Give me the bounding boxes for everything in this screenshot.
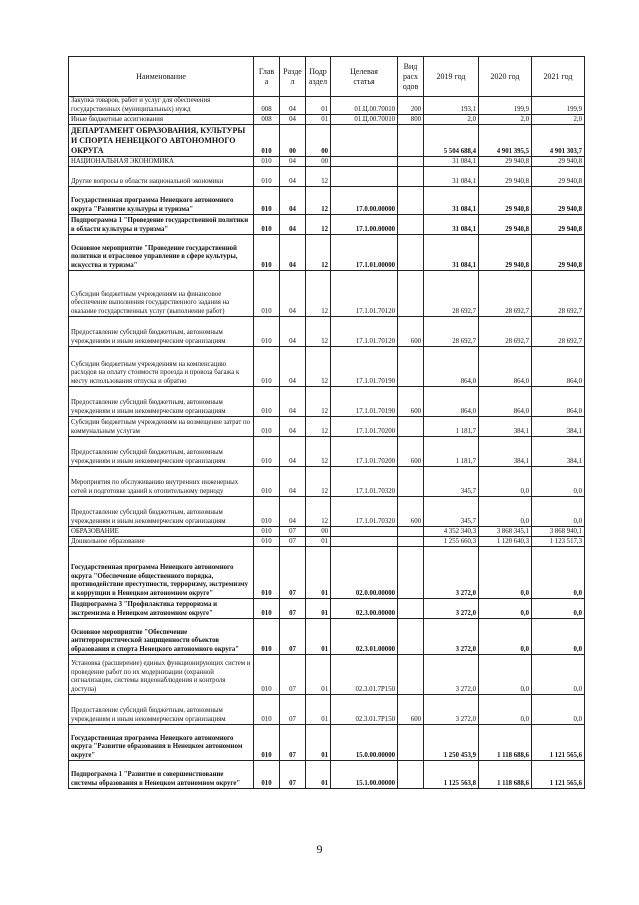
row-celevaya-statya: 02.3.01.00000 — [331, 619, 398, 655]
row-vid-rashodov: 800 — [398, 115, 424, 125]
table-row — [69, 235, 585, 271]
row-glava: 010 — [254, 235, 280, 271]
row-2021: 0,0 — [532, 467, 585, 497]
row-vid-rashodov — [398, 725, 424, 761]
row-glava: 010 — [254, 655, 280, 695]
row-2020: 0,0 — [479, 467, 532, 497]
row-glava: 010 — [254, 317, 280, 347]
row-2019: 1 255 660,3 — [424, 537, 479, 547]
row-vid-rashodov — [398, 187, 424, 215]
row-2020: 29 940,8 — [479, 215, 532, 235]
row-name: Субсидии бюджетным учреждениям на компенсацию расходов на оплату стоимости проезда и провоза багажа к месту использования отпуска и обратно — [69, 347, 254, 387]
row-podrazdel: 01 — [306, 115, 331, 125]
row-razdel: 04 — [280, 347, 306, 387]
row-podrazdel: 00 — [306, 157, 331, 167]
row-2020: 29 940,8 — [479, 187, 532, 215]
row-2020: 0,0 — [479, 547, 532, 599]
table-row — [69, 725, 585, 761]
row-2020: 1 120 640,3 — [479, 537, 532, 547]
row-podrazdel: 12 — [306, 387, 331, 417]
page-number: 9 — [316, 842, 323, 856]
row-glava: 010 — [254, 695, 280, 725]
row-glava: 010 — [254, 527, 280, 537]
row-2020: 864,0 — [479, 387, 532, 417]
row-2019: 864,0 — [424, 387, 479, 417]
row-2020: 1 118 688,6 — [479, 725, 532, 761]
row-2020: 4 901 395,5 — [479, 125, 532, 157]
row-glava: 010 — [254, 725, 280, 761]
row-2020: 0,0 — [479, 619, 532, 655]
row-2020: 0,0 — [479, 599, 532, 619]
row-razdel: 04 — [280, 417, 306, 437]
row-glava: 010 — [254, 619, 280, 655]
row-podrazdel: 12 — [306, 497, 331, 527]
row-celevaya-statya: 17.1.01.70190 — [331, 387, 398, 417]
row-name: Предоставление субсидий бюджетным, автономным учреждениям и иным некоммерческим организациям — [69, 497, 254, 527]
row-glava: 010 — [254, 761, 280, 789]
row-glava: 010 — [254, 467, 280, 497]
row-2020: 29 940,8 — [479, 235, 532, 271]
row-podrazdel: 01 — [306, 537, 331, 547]
row-name: Предоставление субсидий бюджетным, автономным учреждениям и иным некоммерческим организациям — [69, 317, 254, 347]
row-celevaya-statya: 02.3.01.7P150 — [331, 655, 398, 695]
header-podrazdel: Подр аздел — [306, 57, 331, 97]
row-2019: 31 084,1 — [424, 235, 479, 271]
row-2019: 31 084,1 — [424, 167, 479, 187]
row-glava: 010 — [254, 417, 280, 437]
row-vid-rashodov: 600 — [398, 437, 424, 467]
row-2020: 29 940,8 — [479, 157, 532, 167]
row-vid-rashodov — [398, 527, 424, 537]
row-podrazdel: 12 — [306, 271, 331, 317]
row-name: НАЦИОНАЛЬНАЯ ЭКОНОМИКА — [69, 157, 254, 167]
row-podrazdel: 01 — [306, 725, 331, 761]
row-razdel: 04 — [280, 467, 306, 497]
row-vid-rashodov — [398, 619, 424, 655]
row-2019: 4 352 340,3 — [424, 527, 479, 537]
row-celevaya-statya: 17.1.01.70200 — [331, 417, 398, 437]
header-celevaya-statya: Целевая статья — [331, 57, 398, 97]
row-2020: 0,0 — [479, 655, 532, 695]
row-2020: 864,0 — [479, 347, 532, 387]
row-celevaya-statya: 15.1.00.00000 — [331, 761, 398, 789]
row-vid-rashodov: 600 — [398, 387, 424, 417]
row-name: Субсидии бюджетным учреждениям на возмещение затрат по коммунальным услугам — [69, 417, 254, 437]
row-name: Подпрограмма 1 "Проведение государственной политики в области культуры и туризма" — [69, 215, 254, 235]
row-2019: 1 250 453,9 — [424, 725, 479, 761]
table-row — [69, 527, 585, 537]
row-celevaya-statya: 15.0.00.00000 — [331, 725, 398, 761]
row-glava: 010 — [254, 547, 280, 599]
row-2021: 1 123 517,3 — [532, 537, 585, 547]
table-row — [69, 417, 585, 437]
table-row — [69, 97, 585, 115]
table-row — [69, 271, 585, 317]
table-row — [69, 547, 585, 599]
row-2021: 29 940,8 — [532, 215, 585, 235]
row-razdel: 07 — [280, 537, 306, 547]
row-name: Иные бюджетные ассигнования — [69, 115, 254, 125]
row-2021: 3 868 940,1 — [532, 527, 585, 537]
row-name: ОБРАЗОВАНИЕ — [69, 527, 254, 537]
header-row — [69, 57, 585, 97]
row-2019: 3 272,0 — [424, 547, 479, 599]
row-name: Дошкольное образование — [69, 537, 254, 547]
row-vid-rashodov — [398, 347, 424, 387]
row-2021: 384,1 — [532, 437, 585, 467]
row-2021: 0,0 — [532, 619, 585, 655]
row-name: Другие вопросы в области национальной экономики — [69, 167, 254, 187]
row-glava: 008 — [254, 115, 280, 125]
row-celevaya-statya: 17.1.01.70200 — [331, 437, 398, 467]
row-podrazdel: 12 — [306, 417, 331, 437]
table-row — [69, 497, 585, 527]
row-celevaya-statya — [331, 537, 398, 547]
row-2019: 31 084,1 — [424, 187, 479, 215]
row-razdel: 07 — [280, 761, 306, 789]
row-razdel: 04 — [280, 271, 306, 317]
table-row — [69, 761, 585, 789]
row-2019: 345,7 — [424, 497, 479, 527]
row-vid-rashodov — [398, 235, 424, 271]
row-name: Государственная программа Ненецкого автономного округа "Развитие образования в Ненецком автономном округе" — [69, 725, 254, 761]
row-razdel: 04 — [280, 497, 306, 527]
table-body — [69, 97, 585, 789]
row-2021: 0,0 — [532, 547, 585, 599]
row-podrazdel: 12 — [306, 187, 331, 215]
row-2020: 29 940,8 — [479, 167, 532, 187]
row-2019: 1 181,7 — [424, 417, 479, 437]
row-podrazdel: 01 — [306, 547, 331, 599]
header-2019: 2019 год — [424, 57, 479, 97]
row-celevaya-statya: 17.1.01.70190 — [331, 347, 398, 387]
header-2021: 2021 год — [532, 57, 585, 97]
row-razdel: 07 — [280, 527, 306, 537]
table-row — [69, 655, 585, 695]
row-2021: 1 121 565,6 — [532, 725, 585, 761]
row-vid-rashodov — [398, 125, 424, 157]
row-name: Установка (расширение) единых функционирующих систем и проведение работ по их модернизации (охранной сигнализации, системы видеонаблюдения и контроля доступа) — [69, 655, 254, 695]
row-podrazdel: 12 — [306, 347, 331, 387]
row-name: Подпрограмма 3 "Профилактика терроризма и экстремизма в Ненецком автономном округе" — [69, 599, 254, 619]
budget-sheet — [68, 56, 584, 789]
row-podrazdel: 01 — [306, 599, 331, 619]
row-glava: 010 — [254, 187, 280, 215]
row-glava: 010 — [254, 347, 280, 387]
row-razdel: 00 — [280, 125, 306, 157]
row-celevaya-statya: 17.0.00.00000 — [331, 187, 398, 215]
row-2019: 193,1 — [424, 97, 479, 115]
row-2021: 29 940,8 — [532, 157, 585, 167]
row-celevaya-statya: 17.1.01.70120 — [331, 317, 398, 347]
row-razdel: 04 — [280, 97, 306, 115]
row-vid-rashodov — [398, 157, 424, 167]
row-vid-rashodov — [398, 467, 424, 497]
row-name: Мероприятия по обслуживанию внутренних инженерных сетей и подготовке зданий к отопительному периоду — [69, 467, 254, 497]
row-podrazdel: 12 — [306, 317, 331, 347]
row-2021: 384,1 — [532, 417, 585, 437]
table-row — [69, 167, 585, 187]
row-2020: 0,0 — [479, 695, 532, 725]
row-podrazdel: 12 — [306, 235, 331, 271]
row-2019: 31 084,1 — [424, 157, 479, 167]
row-glava: 010 — [254, 537, 280, 547]
row-2021: 0,0 — [532, 599, 585, 619]
row-podrazdel: 12 — [306, 167, 331, 187]
table-row — [69, 187, 585, 215]
row-2021: 29 940,8 — [532, 235, 585, 271]
row-name: Государственная программа Ненецкого автономного округа "Обеспечение общественного порядка, противодействие преступности, терроризму, экстремизму и коррупции в Ненецком автономном округе" — [69, 547, 254, 599]
row-2019: 31 084,1 — [424, 215, 479, 235]
row-glava: 010 — [254, 271, 280, 317]
table-row — [69, 317, 585, 347]
row-2020: 0,0 — [479, 497, 532, 527]
row-razdel: 07 — [280, 547, 306, 599]
row-name: Государственная программа Ненецкого автономного округа "Развитие культуры и туризма" — [69, 187, 254, 215]
row-celevaya-statya: 17.1.01.00000 — [331, 235, 398, 271]
row-2020: 2,0 — [479, 115, 532, 125]
row-glava: 010 — [254, 167, 280, 187]
table-row — [69, 387, 585, 417]
row-2020: 3 868 345,1 — [479, 527, 532, 537]
row-podrazdel: 12 — [306, 437, 331, 467]
row-vid-rashodov — [398, 215, 424, 235]
row-celevaya-statya — [331, 157, 398, 167]
row-vid-rashodov — [398, 271, 424, 317]
header-name: Наименование — [69, 57, 254, 97]
row-vid-rashodov — [398, 167, 424, 187]
row-name: Предоставление субсидий бюджетным, автономным учреждениям и иным некоммерческим организациям — [69, 695, 254, 725]
row-glava: 010 — [254, 437, 280, 467]
row-2021: 28 692,7 — [532, 271, 585, 317]
table-row — [69, 619, 585, 655]
header-glava: Глав а — [254, 57, 280, 97]
row-2020: 1 118 688,6 — [479, 761, 532, 789]
row-vid-rashodov — [398, 417, 424, 437]
row-2021: 4 901 303,7 — [532, 125, 585, 157]
table-row — [69, 115, 585, 125]
row-name: ДЕПАРТАМЕНТ ОБРАЗОВАНИЯ, КУЛЬТУРЫ И СПОРТА НЕНЕЦКОГО АВТОНОМНОГО ОКРУГА — [69, 125, 254, 157]
row-razdel: 04 — [280, 167, 306, 187]
row-2019: 1 181,7 — [424, 437, 479, 467]
row-razdel: 07 — [280, 695, 306, 725]
row-2019: 3 272,0 — [424, 655, 479, 695]
row-glava: 008 — [254, 97, 280, 115]
table-row — [69, 157, 585, 167]
row-vid-rashodov: 200 — [398, 97, 424, 115]
row-vid-rashodov — [398, 537, 424, 547]
row-podrazdel: 12 — [306, 215, 331, 235]
table-row — [69, 467, 585, 497]
table-row — [69, 215, 585, 235]
header-razdel: Разде л — [280, 57, 306, 97]
row-2019: 3 272,0 — [424, 599, 479, 619]
table-row — [69, 347, 585, 387]
row-2021: 864,0 — [532, 347, 585, 387]
row-2019: 2,0 — [424, 115, 479, 125]
row-razdel: 04 — [280, 235, 306, 271]
row-podrazdel: 01 — [306, 97, 331, 115]
row-name: Основное мероприятие "Обеспечение антитеррористической защищенности объектов образования и спорта Ненецкого автономного округа" — [69, 619, 254, 655]
row-vid-rashodov — [398, 547, 424, 599]
row-2021: 1 121 565,6 — [532, 761, 585, 789]
row-celevaya-statya — [331, 167, 398, 187]
row-2021: 864,0 — [532, 387, 585, 417]
row-name: Предоставление субсидий бюджетным, автономным учреждениям и иным некоммерческим организациям — [69, 437, 254, 467]
row-2019: 5 504 688,4 — [424, 125, 479, 157]
table-row — [69, 125, 585, 157]
row-2019: 864,0 — [424, 347, 479, 387]
row-razdel: 04 — [280, 115, 306, 125]
row-2021: 29 940,8 — [532, 167, 585, 187]
row-2019: 28 692,7 — [424, 317, 479, 347]
row-glava: 010 — [254, 215, 280, 235]
row-celevaya-statya: 17.1.01.70320 — [331, 467, 398, 497]
row-razdel: 04 — [280, 437, 306, 467]
row-2021: 0,0 — [532, 695, 585, 725]
row-2021: 28 692,7 — [532, 317, 585, 347]
row-celevaya-statya: 17.1.01.70320 — [331, 497, 398, 527]
row-2019: 3 272,0 — [424, 695, 479, 725]
row-razdel: 04 — [280, 157, 306, 167]
row-2019: 345,7 — [424, 467, 479, 497]
row-2020: 28 692,7 — [479, 317, 532, 347]
row-razdel: 07 — [280, 599, 306, 619]
row-glava: 010 — [254, 497, 280, 527]
row-podrazdel: 01 — [306, 655, 331, 695]
row-podrazdel: 00 — [306, 125, 331, 157]
row-2020: 384,1 — [479, 437, 532, 467]
row-vid-rashodov — [398, 761, 424, 789]
row-name: Подпрограмма 1 "Развитие и совершенствование системы образования в Ненецком автономном округе" — [69, 761, 254, 789]
row-celevaya-statya — [331, 125, 398, 157]
row-name: Основное мероприятие "Проведение государственной политики и отраслевое управление в сфере культуры, искусства и туризма" — [69, 235, 254, 271]
row-2019: 1 125 563,8 — [424, 761, 479, 789]
header-2020: 2020 год — [479, 57, 532, 97]
row-razdel: 04 — [280, 317, 306, 347]
row-2020: 199,9 — [479, 97, 532, 115]
row-celevaya-statya: 02.3.01.7P150 — [331, 695, 398, 725]
row-vid-rashodov: 600 — [398, 695, 424, 725]
row-razdel: 04 — [280, 215, 306, 235]
row-vid-rashodov — [398, 599, 424, 619]
table-row — [69, 537, 585, 547]
row-podrazdel: 12 — [306, 467, 331, 497]
row-celevaya-statya — [331, 527, 398, 537]
row-celevaya-statya: 17.1.00.00000 — [331, 215, 398, 235]
row-podrazdel: 01 — [306, 761, 331, 789]
table-row — [69, 599, 585, 619]
row-razdel: 04 — [280, 387, 306, 417]
row-podrazdel: 01 — [306, 619, 331, 655]
row-2019: 3 272,0 — [424, 619, 479, 655]
row-2021: 2,0 — [532, 115, 585, 125]
row-2019: 28 692,7 — [424, 271, 479, 317]
row-celevaya-statya: 02.0.00.00000 — [331, 547, 398, 599]
row-name: Субсидии бюджетным учреждениям на финансовое обеспечение выполнения государственного задания на оказание государственных услуг (выполнение работ) — [69, 271, 254, 317]
row-podrazdel: 00 — [306, 527, 331, 537]
header-vid-rashodov: Вид расх одов — [398, 57, 424, 97]
row-glava: 010 — [254, 157, 280, 167]
row-2020: 384,1 — [479, 417, 532, 437]
row-glava: 010 — [254, 599, 280, 619]
row-2020: 28 692,7 — [479, 271, 532, 317]
row-razdel: 07 — [280, 619, 306, 655]
row-vid-rashodov: 600 — [398, 317, 424, 347]
row-glava: 010 — [254, 125, 280, 157]
row-vid-rashodov: 600 — [398, 497, 424, 527]
row-razdel: 04 — [280, 187, 306, 215]
row-vid-rashodov — [398, 655, 424, 695]
row-celevaya-statya: 01.Ц.00.70010 — [331, 97, 398, 115]
row-glava: 010 — [254, 387, 280, 417]
row-2021: 29 940,8 — [532, 187, 585, 215]
row-razdel: 07 — [280, 725, 306, 761]
row-celevaya-statya: 02.3.00.00000 — [331, 599, 398, 619]
budget-table — [68, 56, 585, 789]
row-name: Предоставление субсидий бюджетным, автономным учреждениям и иным некоммерческим организациям — [69, 387, 254, 417]
row-2021: 199,9 — [532, 97, 585, 115]
row-celevaya-statya: 17.1.01.70120 — [331, 271, 398, 317]
row-razdel: 07 — [280, 655, 306, 695]
table-row — [69, 437, 585, 467]
row-2021: 0,0 — [532, 655, 585, 695]
table-row — [69, 695, 585, 725]
row-name: Закупка товаров, работ и услуг для обеспечения государственных (муниципальных) нужд — [69, 97, 254, 115]
row-celevaya-statya: 01.Ц.00.70010 — [331, 115, 398, 125]
row-podrazdel: 01 — [306, 695, 331, 725]
row-2021: 0,0 — [532, 497, 585, 527]
